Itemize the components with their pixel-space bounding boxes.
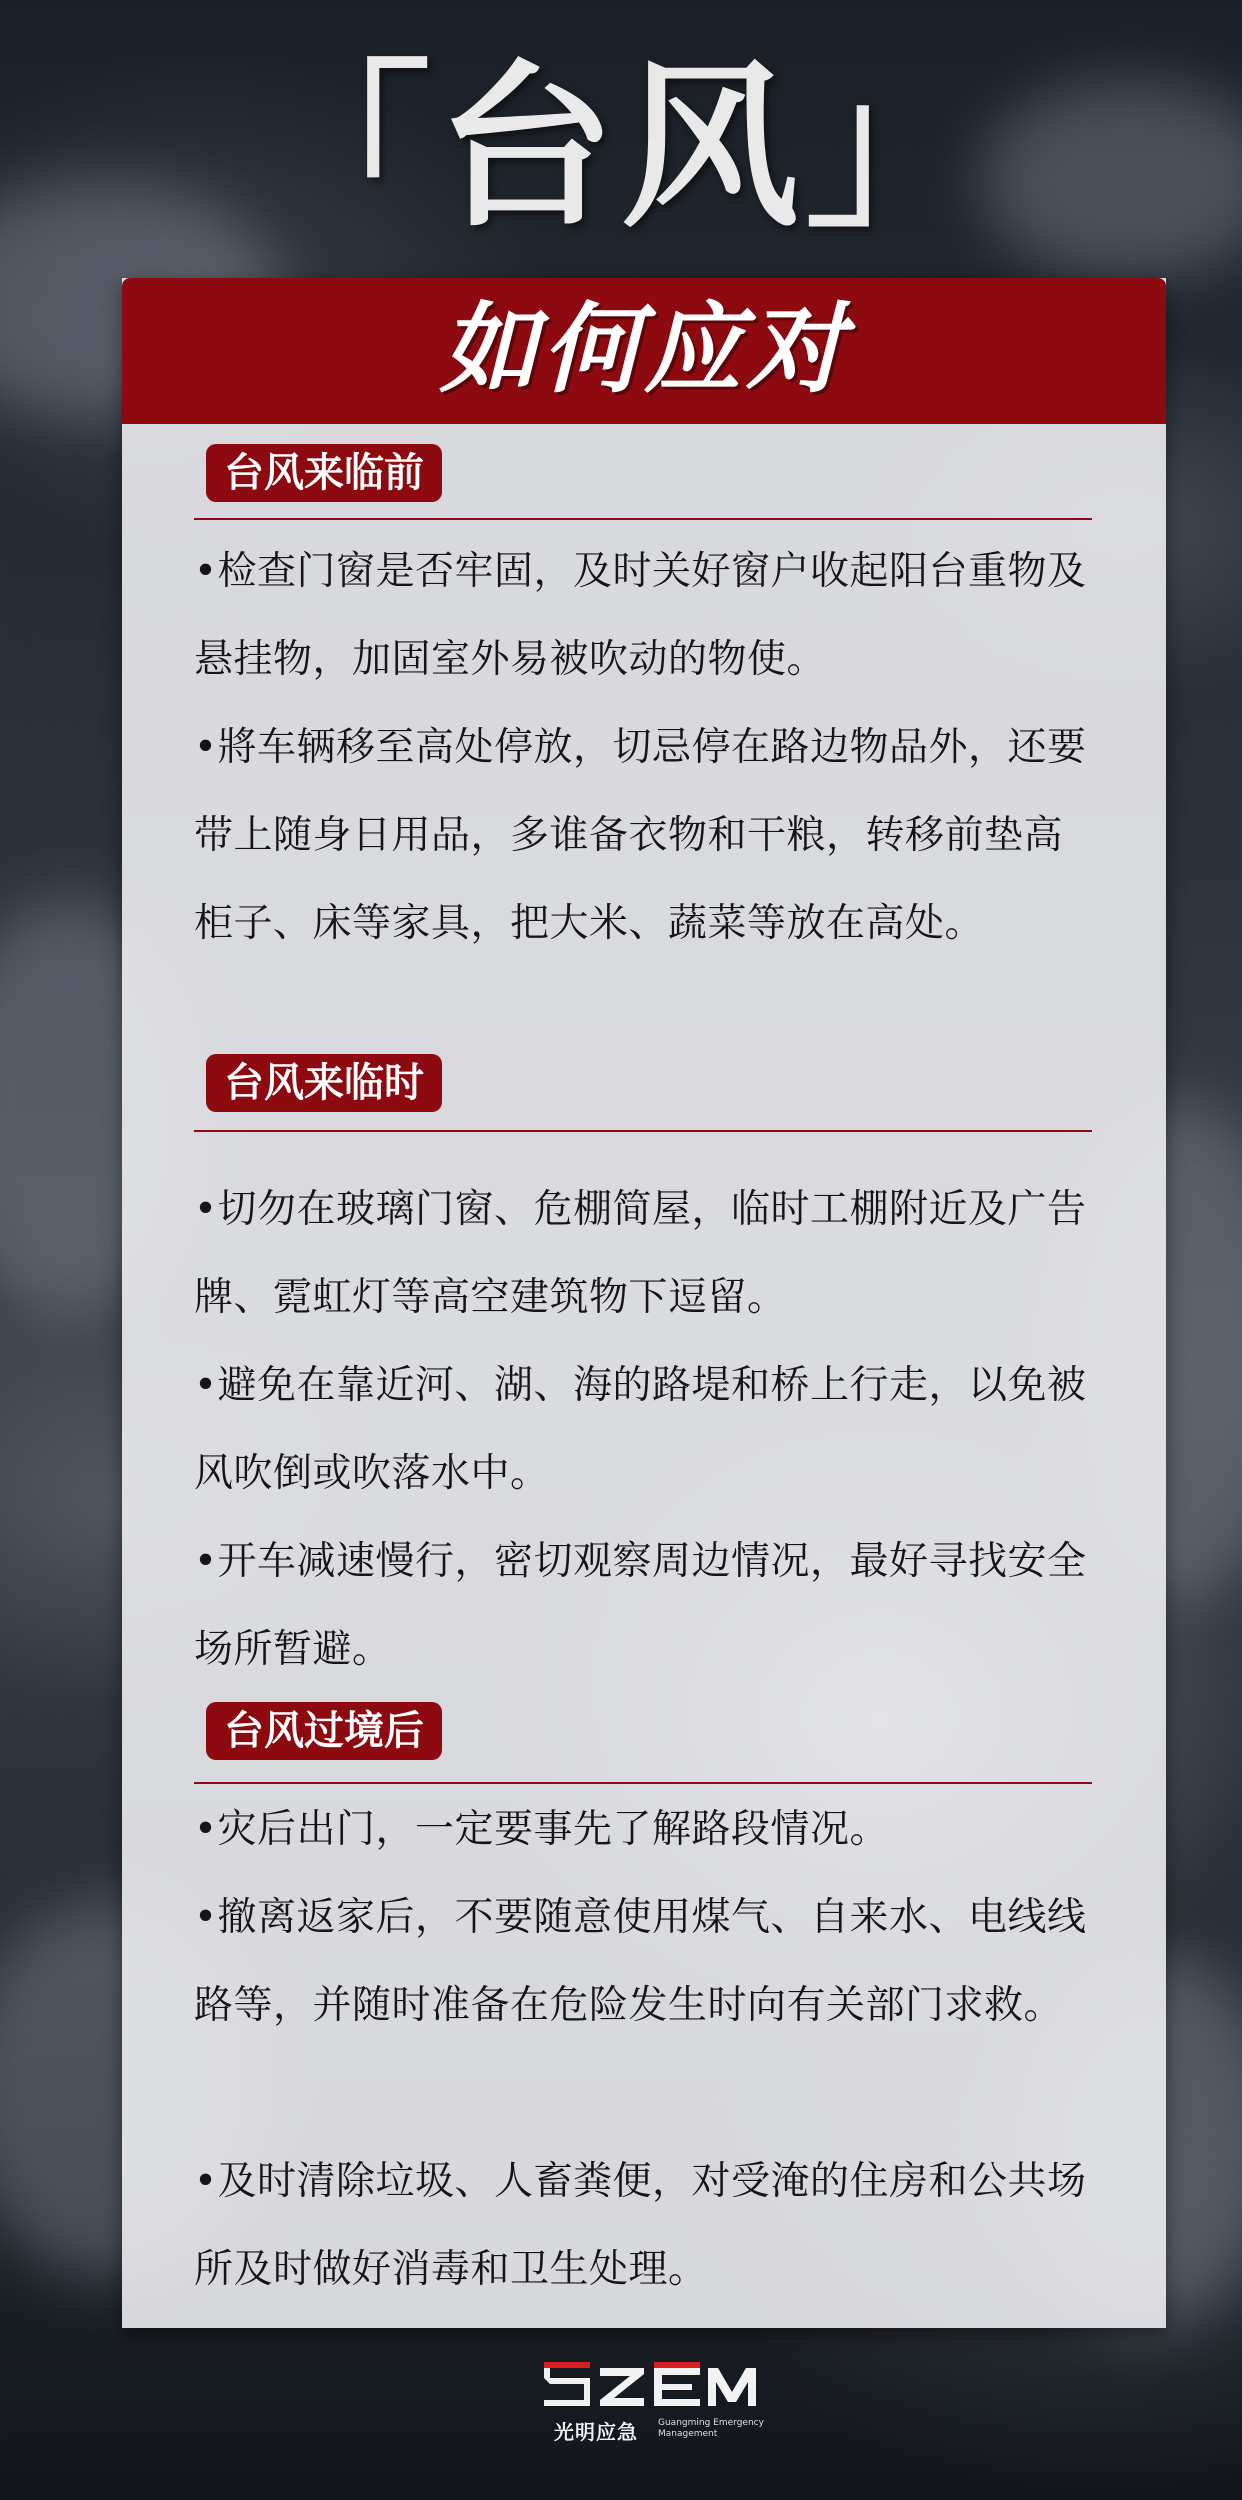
logo-name-cn: 光明应急 (554, 2420, 638, 2444)
szem-logo-icon (540, 2358, 762, 2414)
section-heading-before: 台风来临前 (206, 444, 442, 502)
card-header-title: 如何应对 (439, 293, 848, 407)
section-paragraph: •避免在靠近河、湖、海的路堤和桥上行走，以免被风吹倒或吹落水中。 (194, 1363, 1087, 1496)
section-paragraph: •开车减速慢行，密切观察周边情况，最好寻找安全场所暂避。 (194, 1539, 1087, 1672)
section-paragraph: •及时清除垃圾、人畜粪便，对受淹的住房和公共场所及时做好消毒和卫生处理。 (194, 2159, 1087, 2292)
section-paragraph: •撤离返家后，不要随意使用煤气、自来水、电线线路等，并随时准备在危险发生时向有关部门求救。 (194, 1895, 1087, 2028)
section-paragraph: •將车辆移至高处停放，切忌停在路边物品外，还要带上随身日用品，多谁备衣物和干粮，转移前垫高柜子、床等家具，把大米、蔬菜等放在高处。 (194, 725, 1087, 946)
section-divider (194, 1782, 1092, 1784)
card-header (122, 278, 1166, 424)
section-divider (194, 1130, 1092, 1132)
section-divider (194, 518, 1092, 520)
section-heading-during: 台风来临时 (206, 1054, 442, 1112)
section-paragraph: •灾后出门，一定要事先了解路段情况。 (194, 1807, 890, 1852)
section-heading-after: 台风过境后 (206, 1702, 442, 1760)
section-paragraph: •检查门窗是否牢固，及时关好窗户收起阳台重物及悬挂物，加固室外易被吹动的物使。 (194, 549, 1087, 682)
poster-title: 「台风」 (253, 44, 989, 251)
content-card (122, 278, 1166, 2328)
org-logo (540, 2358, 762, 2468)
logo-name-en: Guangming Emergency Management (658, 2418, 764, 2439)
section-paragraph: •切勿在玻璃门窗、危棚简屋，临时工棚附近及广告牌、霓虹灯等高空建筑物下逗留。 (194, 1187, 1087, 1320)
